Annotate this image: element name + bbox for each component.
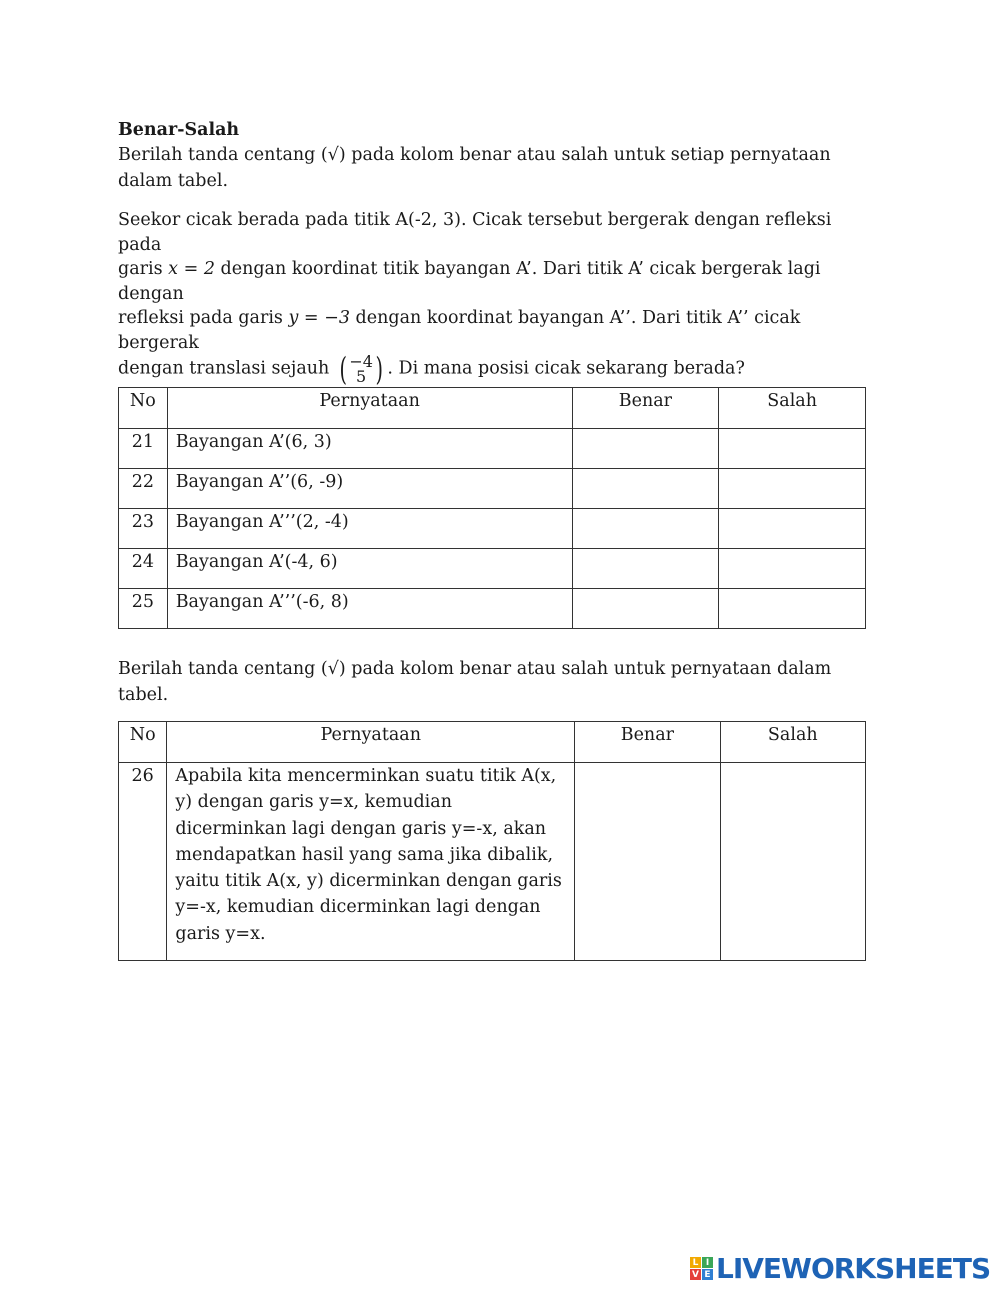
table-row: 26 Apabila kita mencerminkan suatu titik A(x, y) dengan garis y=x, kemudian dicerminkan lagi dengan garis y=-x, akan mendapatkan hasil yang sama jika dibalik, yaitu titik A(x, y) dicerminkan dengan garis y=-x, kemudian dicerminkan lagi dengan garis y=x. bbox=[119, 763, 866, 961]
header-statement: Pernyataan bbox=[167, 388, 572, 429]
header-false: Salah bbox=[719, 388, 866, 429]
false-checkbox-cell[interactable] bbox=[719, 509, 866, 549]
translation-vector: ( −4 5 ) bbox=[339, 350, 383, 388]
instruction-1: Berilah tanda centang (√) pada kolom benar atau salah untuk setiap pernyataan dalam tabel. bbox=[118, 145, 831, 191]
table-header-row bbox=[119, 722, 866, 763]
header-false: Salah bbox=[720, 722, 865, 763]
false-checkbox-cell[interactable] bbox=[719, 549, 866, 589]
table-row: 25 Bayangan A’’’(-6, 8) bbox=[119, 589, 866, 629]
table-row: 23 Bayangan A’’’(2, -4) bbox=[119, 509, 866, 549]
table-row: 22 Bayangan A’’(6, -9) bbox=[119, 469, 866, 509]
table-row: 24 Bayangan A’(-4, 6) bbox=[119, 549, 866, 589]
logo-tile: V bbox=[690, 1269, 701, 1280]
statement-table-2 bbox=[118, 721, 866, 961]
logo-tile: L bbox=[690, 1257, 701, 1268]
statement-table-1 bbox=[118, 387, 866, 629]
equation-x: x = 2 bbox=[168, 259, 215, 279]
instruction-2: Berilah tanda centang (√) pada kolom benar atau salah untuk pernyataan dalam tabel. bbox=[118, 659, 832, 705]
true-checkbox-cell[interactable] bbox=[572, 429, 719, 469]
true-checkbox-cell[interactable] bbox=[572, 469, 719, 509]
logo-tile: E bbox=[702, 1269, 713, 1280]
true-checkbox-cell[interactable] bbox=[575, 763, 720, 961]
liveworksheets-logo bbox=[690, 1252, 990, 1285]
logo-icon bbox=[690, 1257, 713, 1280]
logo-tile: I bbox=[702, 1257, 713, 1268]
header-no: No bbox=[119, 722, 167, 763]
table-header-row bbox=[119, 388, 866, 429]
header-no: No bbox=[119, 388, 168, 429]
header-true: Benar bbox=[572, 388, 719, 429]
problem-story: Seekor cicak berada pada titik A(-2, 3). Cicak tersebut bergerak dengan refleksi pada garis x = 2 dengan koordinat titik bayangan A’. Dari titik A’ cicak bergerak lagi dengan refleksi pada garis y = −3 dengan koordinat bayangan A’’. Dari titik A’’ cicak bergerak dengan translasi sejauh ( −4 5 ) . Di mana posisi cicak sekarang berada? bbox=[118, 210, 832, 388]
header-statement: Pernyataan bbox=[167, 722, 575, 763]
header-true: Benar bbox=[575, 722, 720, 763]
false-checkbox-cell[interactable] bbox=[719, 589, 866, 629]
equation-y: y = −3 bbox=[288, 308, 350, 328]
true-checkbox-cell[interactable] bbox=[572, 509, 719, 549]
false-checkbox-cell[interactable] bbox=[719, 469, 866, 509]
true-checkbox-cell[interactable] bbox=[572, 589, 719, 629]
table-row: 21 Bayangan A’(6, 3) bbox=[119, 429, 866, 469]
true-checkbox-cell[interactable] bbox=[572, 549, 719, 589]
logo-text: LIVEWORKSHEETS bbox=[716, 1252, 991, 1285]
worksheet-page bbox=[118, 118, 880, 961]
false-checkbox-cell[interactable] bbox=[720, 763, 865, 961]
section-heading: Benar-Salah bbox=[118, 120, 240, 140]
false-checkbox-cell[interactable] bbox=[719, 429, 866, 469]
